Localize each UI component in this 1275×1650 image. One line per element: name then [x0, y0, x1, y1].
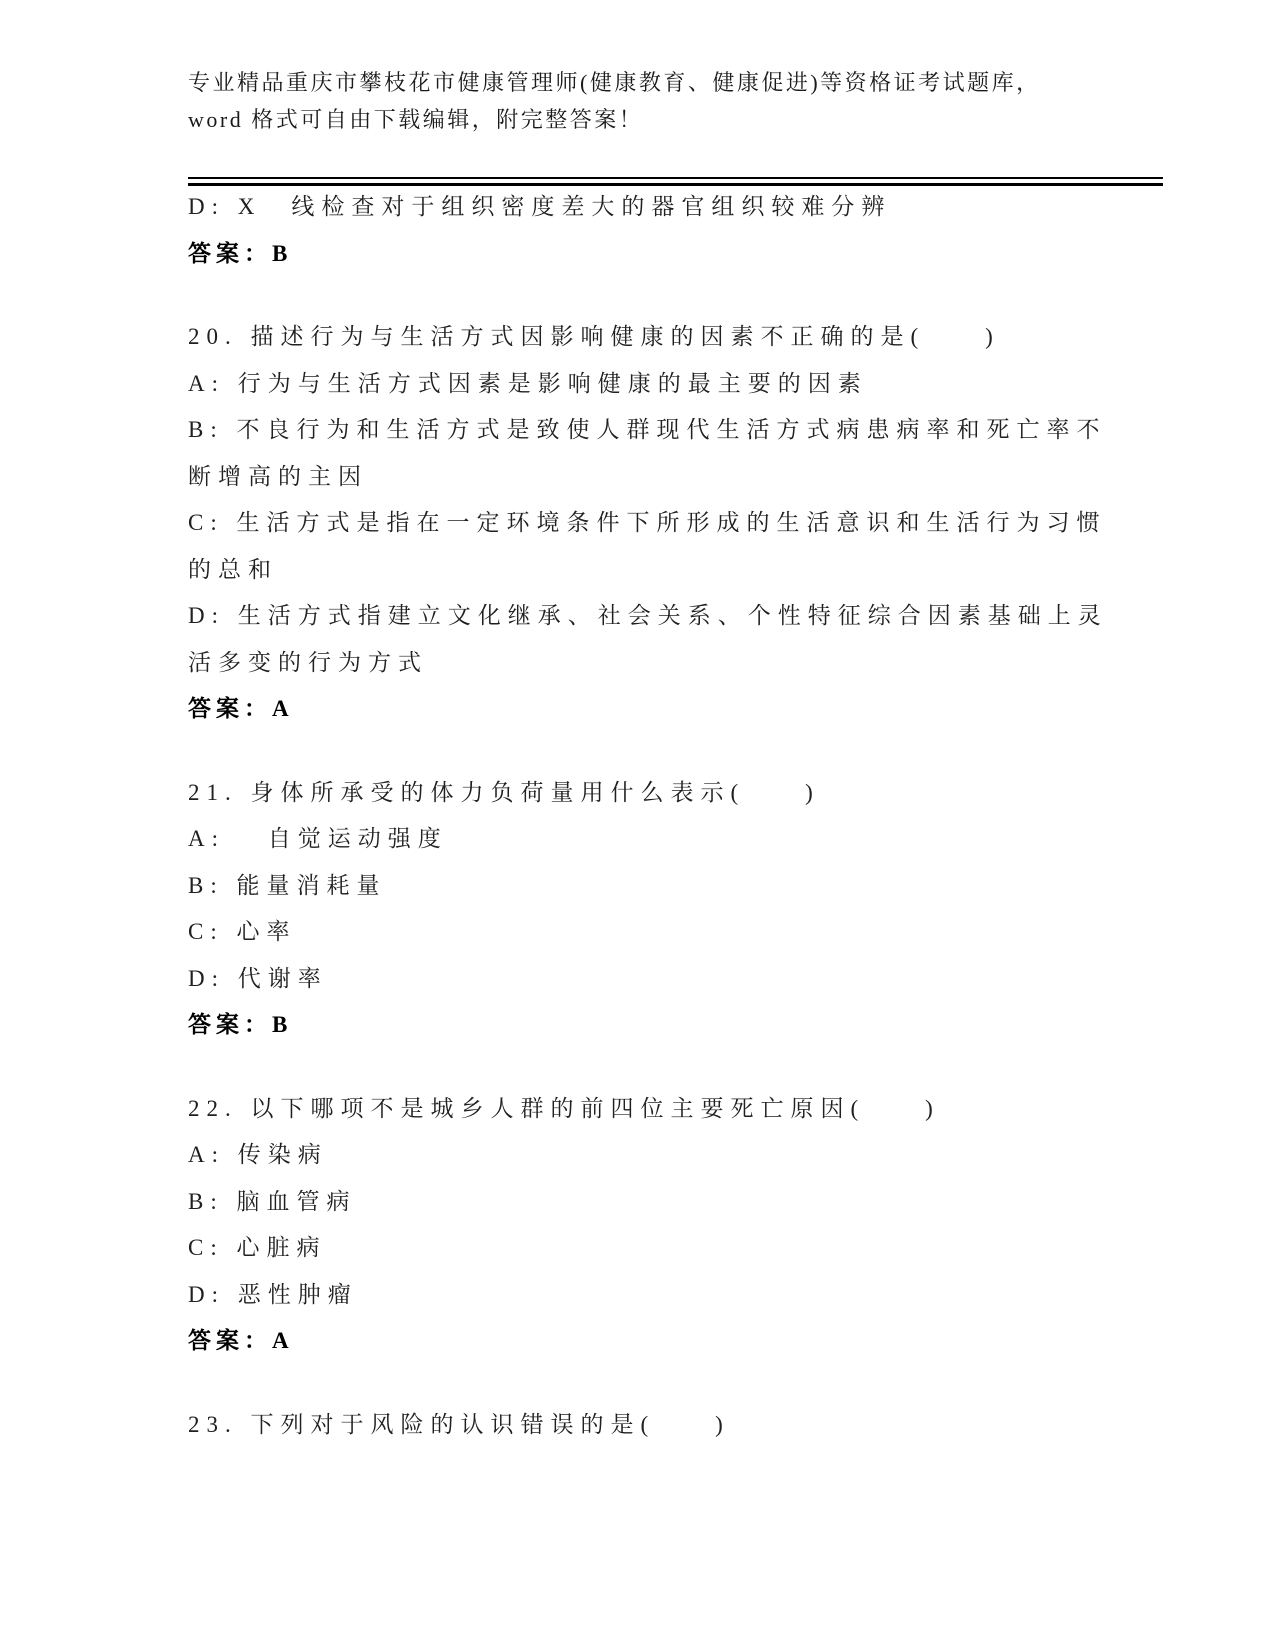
option-text: B: 不良行为和生活方式是致使人群现代生活方式病患病率和死亡率不断增高的主因 — [188, 417, 1107, 489]
option-text: D: 恶性肿瘤 — [188, 1281, 358, 1307]
option-text: D: 代谢率 — [188, 965, 328, 991]
option-text: B: 能量消耗量 — [188, 872, 387, 898]
option-text: A: 传染病 — [188, 1142, 328, 1167]
question-text: 23. 下列对于风险的认识错误的是( ) — [188, 1411, 730, 1437]
option-text: D: 生活方式指建立文化继承、社会关系、个性特征综合因素基础上灵活多变的行为方式 — [188, 603, 1108, 675]
option-text: A: 行为与生活方式因素是影响健康的最主要的因素 — [188, 370, 868, 396]
option-text: B: 脑血管病 — [188, 1188, 357, 1214]
option-text: D: X 线检查对于组织密度差大的器官组织较难分辨 — [188, 194, 892, 219]
header-line-1: 专业精品重庆市攀枝花市健康管理师(健康教育、健康促进)等资格证考试题库， — [188, 70, 1041, 95]
option-text: C: 心率 — [188, 919, 297, 944]
option-text: C: 生活方式是指在一定环境条件下所形成的生活意识和生活行为习惯的总和 — [188, 510, 1107, 582]
option-text: C: 心脏病 — [188, 1235, 327, 1260]
question-text: 20. 描述行为与生活方式因影响健康的因素不正确的是( ) — [188, 324, 1000, 349]
answer-text: 答案：A — [188, 1328, 294, 1353]
header-line-2: word 格式可自由下载编辑，附完整答案！ — [188, 107, 644, 132]
answer-text: 答案：B — [188, 1012, 293, 1037]
answer-text: 答案：A — [188, 696, 294, 721]
document-header — [188, 64, 1138, 138]
question-text: 21. 身体所承受的体力负荷量用什么表示( ) — [188, 779, 820, 805]
question-text: 22. 以下哪项不是城乡人群的前四位主要死亡原因( ) — [188, 1095, 940, 1121]
option-text: A: 自觉运动强度 — [188, 826, 448, 851]
document-body — [188, 184, 1108, 1448]
answer-text: 答案：B — [188, 240, 293, 266]
